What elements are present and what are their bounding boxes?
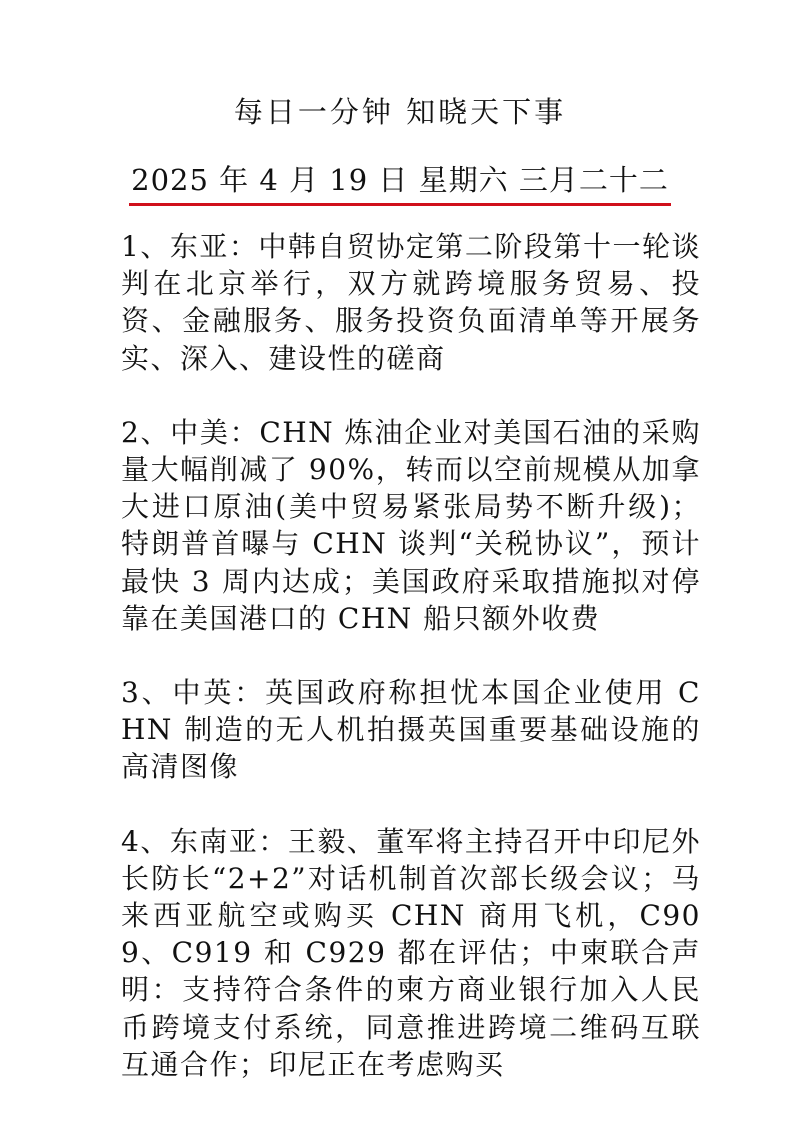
date-header <box>0 160 800 206</box>
news-item-4: 4、东南亚：王毅、董军将主持召开中印尼外长防长“2+2”对话机制首次部长级会议；马来西亚航空或购买 CHN 商用飞机，C909、C919 和 C929 都在评估；中柬联合声明：支持符合条件的柬方商业银行加入人民币跨境支付系统，同意推进跨境二维码互联互通合作；印尼正在考虑购买 <box>121 824 701 1081</box>
news-item-3: 3、中英：英国政府称担忧本国企业使用 CHN 制造的无人机拍摄英国重要基础设施的高清图像 <box>121 676 701 784</box>
news-item-1: 1、东亚：中韩自贸协定第二阶段第十一轮谈判在北京举行，双方就跨境服务贸易、投资、金融服务、服务投资负面清单等开展务实、深入、建设性的磋商 <box>121 230 701 375</box>
page-title: 每日一分钟 知晓天下事 <box>233 95 567 129</box>
news-list <box>121 228 701 1120</box>
date-line: 2025 年 4 月 19 日 星期六 三月二十二 <box>129 160 671 206</box>
news-item-2: 2、中美：CHN 炼油企业对美国石油的采购量大幅削减了 90%，转而以空前规模从加拿大进口原油(美中贸易紧张局势不断升级)；特朗普首曝与 CHN 谈判“关税协议”，预计最快 3 周内达成；美国政府采取措施拟对停靠在美国港口的 CHN 船只额外收费 <box>121 415 701 635</box>
